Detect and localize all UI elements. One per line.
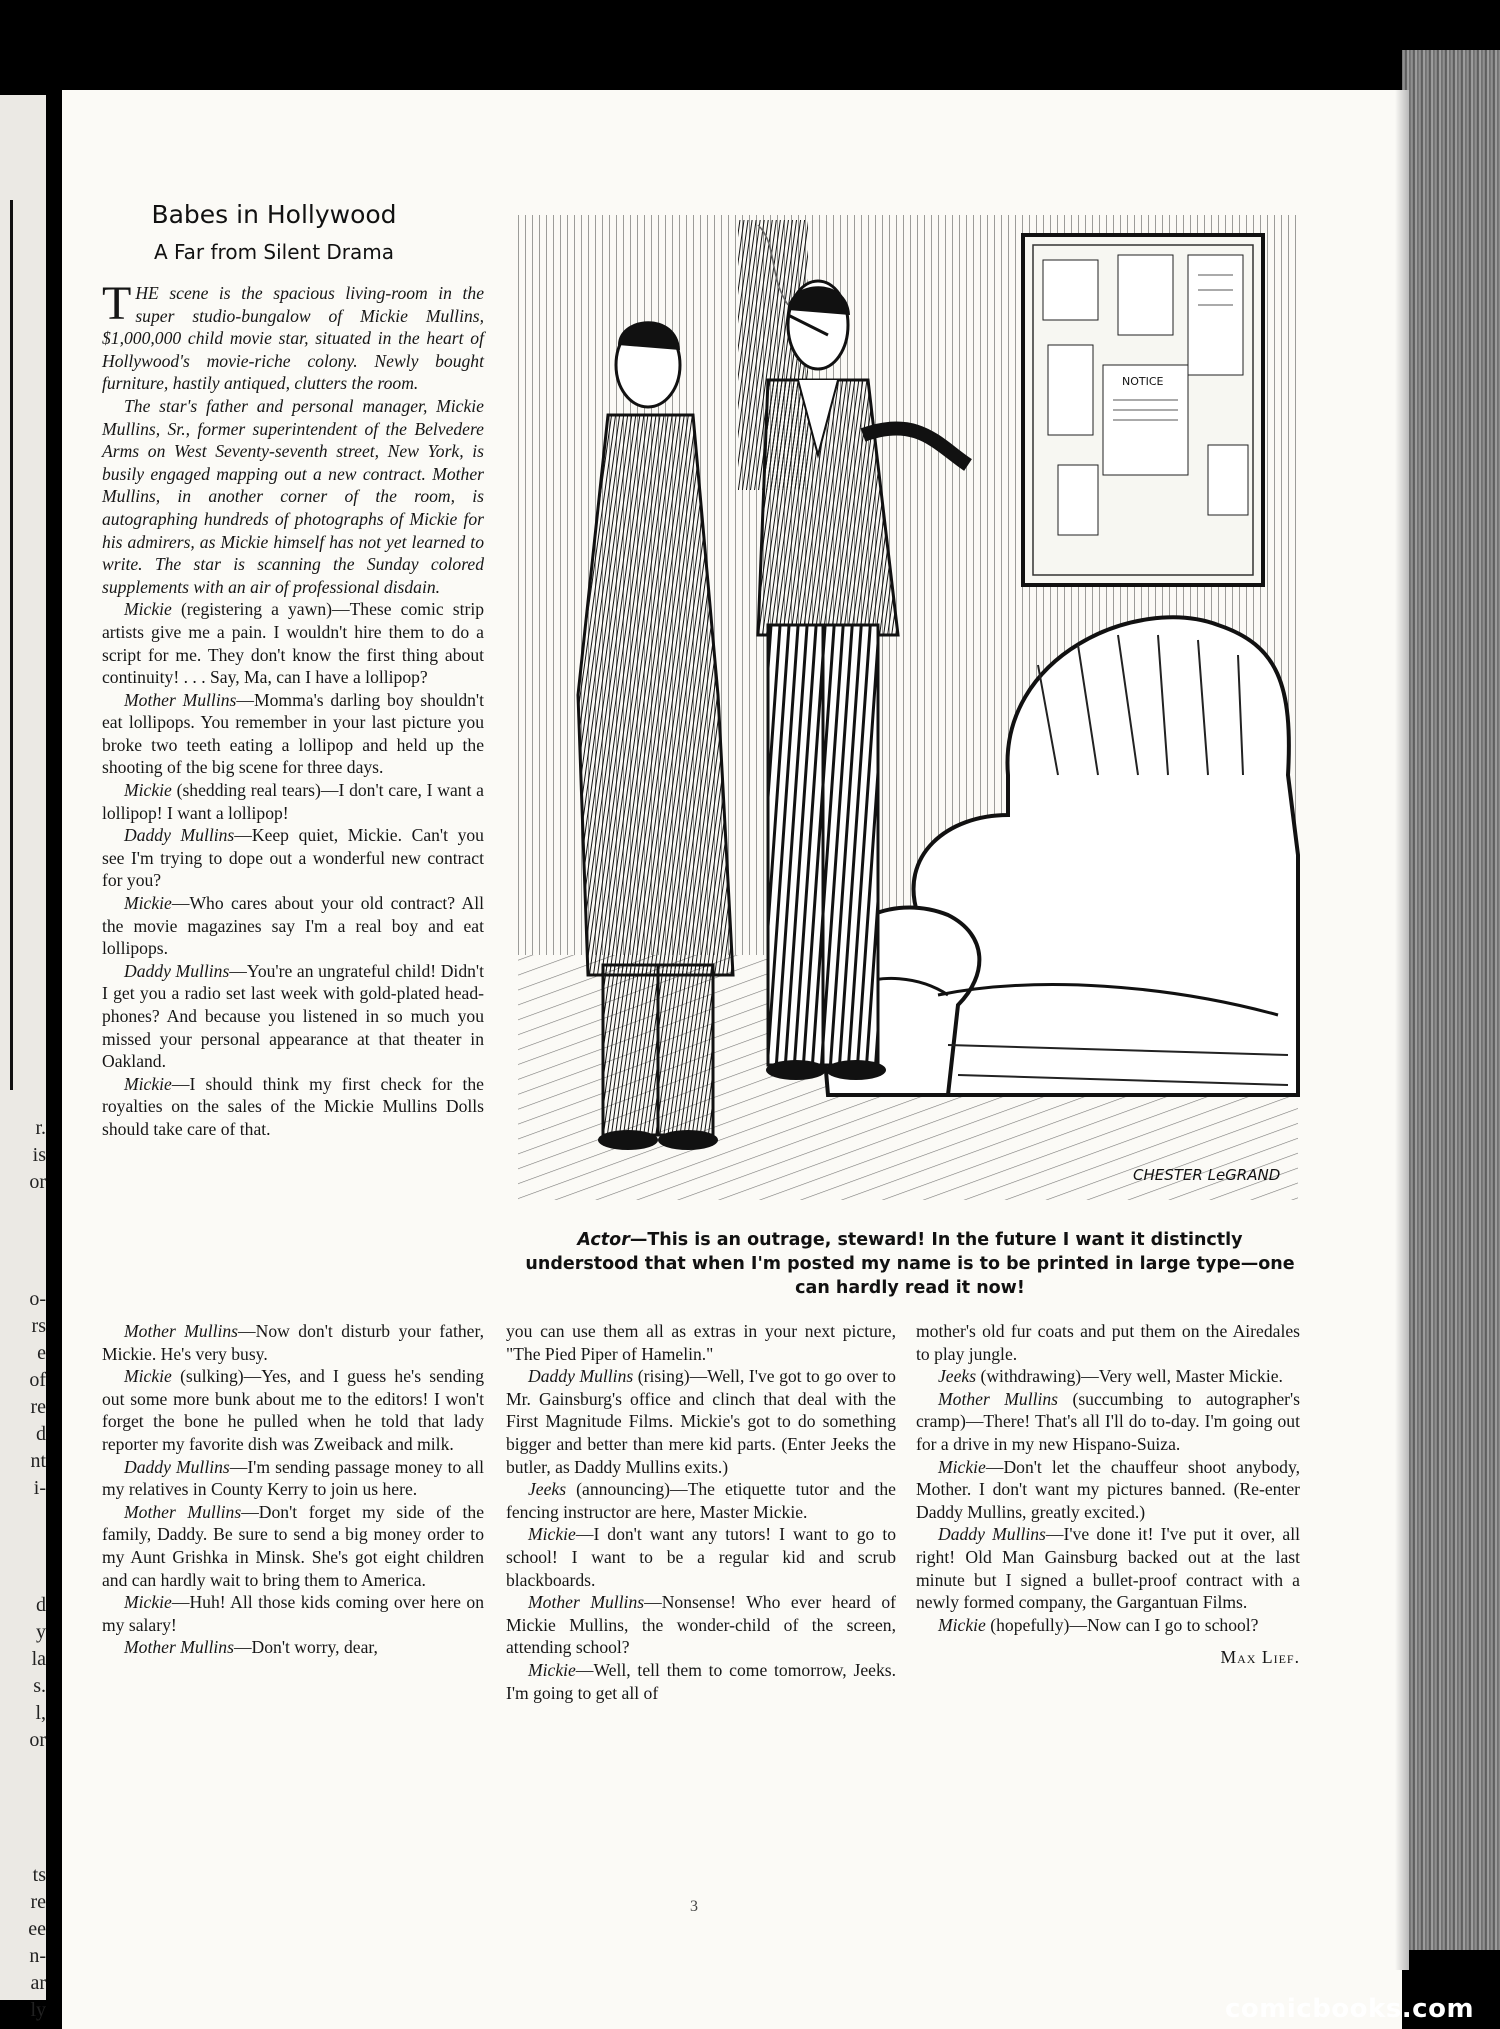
speaker-name: Mickie: [124, 1366, 172, 1387]
dialogue-line: [102, 960, 484, 1073]
previous-page-fragment: is: [32, 1144, 46, 1166]
speaker-name: Mother Mullins: [124, 689, 237, 710]
speaker-name: Mickie: [124, 599, 172, 620]
dialogue-text: —Keep quiet, Mickie. Can't you see I'm trying to dope out a wonderful new contract for you?: [102, 825, 484, 891]
dialogue-text: (shedding real tears)—I don't care, I want a lollipop! I want a lollipop!: [102, 780, 484, 823]
speaker-name: Mother Mullins: [124, 1637, 234, 1658]
previous-page-fragment: d: [36, 1594, 46, 1616]
artist-signature: CHESTER LeGRAND: [1133, 1166, 1281, 1184]
dialogue-line: [102, 598, 484, 688]
author-signature: Max Lief.: [1220, 1647, 1300, 1668]
dialogue-line: [506, 1478, 896, 1523]
dialogue-line: [102, 1073, 484, 1141]
page-number: 3: [690, 1898, 698, 1915]
dialogue-text: —I'm sending passage money to all my relatives in County Kerry to join us here.: [102, 1456, 484, 1500]
previous-page-fragment: y: [36, 1621, 46, 1643]
previous-page-fragment: la: [31, 1648, 46, 1670]
dialogue-text: —I should think my first check for the royalties on the sales of the Mickie Mullins Dolls should take care of that.: [102, 1073, 484, 1139]
previous-page-fragment: n-: [29, 1945, 46, 1967]
stacked-page-edges: [1402, 50, 1500, 1950]
dialogue-text: —Huh! All those kids coming over here on my salary!: [102, 1592, 484, 1635]
scan-border-top: [0, 0, 1500, 90]
speaker-name: Mickie: [124, 780, 172, 801]
speaker-name: Mickie: [528, 1659, 576, 1680]
dialogue-line: [506, 1365, 896, 1478]
dialogue-text: —Momma's darling boy shouldn't eat lollipops. You remember in your last picture you broke two teeth eating a lollipop and held up the shooting of the big scene for three days.: [102, 689, 484, 778]
dialogue-text: —Well, tell them to come tomorrow, Jeeks. I'm going to get all of: [506, 1659, 896, 1703]
speaker-name: Mother Mullins: [124, 1321, 239, 1341]
dialogue-line: [102, 892, 484, 960]
speaker-name: Mickie: [528, 1524, 576, 1545]
dialogue-line: [506, 1659, 896, 1704]
previous-page-sliver: [0, 95, 46, 2021]
dialogue-line: [102, 1591, 484, 1636]
dialogue-line: [916, 1365, 1300, 1388]
dialogue-block-a: [102, 598, 484, 1140]
column-2: [506, 1320, 896, 1704]
column-1-bottom: [102, 1320, 484, 1659]
previous-page-fragment: of: [29, 1369, 46, 1391]
dialogue-text: —I've done it! I've put it over, all right! Old Man Gainsburg backed out at the last minute but I signed a bullet-proof contract with a newly formed company, the Gargantuan Films.: [916, 1524, 1300, 1613]
column-2-lead: you can use them all as extras in your next picture, "The Pied Piper of Hamelin.": [506, 1321, 896, 1364]
previous-page-fragment: i-: [33, 1477, 46, 1499]
dialogue-text: (succumbing to autographer's cramp)—There! That's all I'll do to-day. I'm going out for a drive in my new Hispano-Suiza.: [916, 1388, 1300, 1454]
dialogue-line: [506, 1591, 896, 1659]
dialogue-text: —Don't worry, dear,: [233, 1637, 378, 1658]
dialogue-text: (announcing)—The etiquette tutor and the fencing instructor are here, Master Mickie.: [506, 1479, 896, 1522]
speaker-name: Daddy Mullins: [938, 1524, 1046, 1545]
dialogue-text: —Who cares about your old contract? All the movie magazines say I'm a real boy and eat lollipops.: [102, 893, 484, 959]
speaker-name: Daddy Mullins: [124, 960, 230, 981]
dialogue-text: (hopefully)—Now can I go to school?: [985, 1614, 1259, 1635]
dialogue-text: (sulking)—Yes, and I guess he's sending out some more bunk about me to the editors! I won't forget the bone he pulled when he told that lady reporter my favorite dish was Zweiback and milk.: [102, 1366, 484, 1454]
dialogue-line: [916, 1388, 1300, 1456]
speaker-name: Mother Mullins: [528, 1592, 645, 1613]
dialogue-block-c: [506, 1365, 896, 1704]
column-3: [916, 1320, 1300, 1669]
dialogue-line: [102, 1636, 484, 1659]
previous-page-fragment: d: [36, 1423, 46, 1445]
speaker-name: Jeeks: [528, 1479, 567, 1500]
intro-paragraph-2: The star's father and personal manager, Mickie Mullins, Sr., former superintendent of the Belvedere Arms on West Seventy-seventh street, New York, is busily engaged mapping out a new contract. Mother Mullins, in another corner of the room, is autographing hundreds of photographs of Mickie for his admirers, as Mickie himself has not yet learned to write. The star is scanning the Sunday colored supplements with an air of professional disdain.: [102, 395, 484, 597]
previous-page-fragment: s.: [33, 1675, 46, 1697]
previous-page-fragment: rs: [31, 1315, 46, 1337]
speaker-name: Mickie: [124, 1592, 172, 1613]
intro-paragraph-1: [102, 277, 484, 395]
previous-page-fragment: or: [29, 1729, 46, 1751]
drop-cap: T: [102, 277, 132, 330]
dialogue-text: —Don't forget my side of the family, Daddy. Be sure to send a big money order to my Aunt Grishka in Minsk. She's got eight children and can hardly wait to bring them to America.: [102, 1501, 485, 1590]
column-1-top: [102, 277, 484, 1141]
dialogue-line: [506, 1523, 896, 1591]
dialogue-text: —Nonsense! Who ever heard of Mickie Mullins, the wonder-child of the screen, attending school?: [506, 1592, 896, 1658]
dialogue-line: [102, 1501, 484, 1591]
previous-page-fragment: l,: [35, 1702, 46, 1724]
speaker-name: Mickie: [938, 1456, 986, 1477]
illustration-caption: [520, 1228, 1300, 1300]
previous-page-fragment: e: [37, 1342, 46, 1364]
speaker-name: Daddy Mullins: [528, 1366, 634, 1387]
previous-page-fragment: or: [29, 1171, 46, 1193]
dialogue-text: (rising)—Well, I've got to go over to Mr. Gainsburg's office and clinch that deal with the First Magnitude Films. Mickie's got to do something bigger and better than mere kid parts. (Enter Jeeks the butler, as Daddy Mullins exits.): [506, 1366, 896, 1477]
notice-label: NOTICE: [1122, 375, 1164, 388]
previous-page-fragment: ar: [30, 1972, 46, 1994]
dialogue-line: [102, 1320, 484, 1365]
caption-text: —This is an outrage, steward! In the future I want it distinctly understood that when I'm posted my name is to be printed in large type—one can hardly read it now!: [525, 1230, 1295, 1298]
previous-page-fragment: re: [30, 1891, 46, 1913]
speaker-name: Mickie: [938, 1614, 986, 1635]
speaker-name: Mother Mullins: [124, 1501, 242, 1522]
dialogue-line: [102, 824, 484, 892]
previous-page-fragment: o-: [29, 1288, 46, 1310]
previous-page-text-fragments: [6, 1115, 46, 2024]
cartoon-illustration: [518, 215, 1298, 1200]
dialogue-line: [102, 779, 484, 824]
dialogue-line: [916, 1614, 1300, 1637]
speaker-name: Mickie: [124, 1073, 172, 1094]
previous-page-box-edge: [0, 200, 13, 1090]
article-title: Babes in Hollywood: [151, 200, 397, 229]
article-subtitle: A Far from Silent Drama: [153, 240, 395, 264]
notice-board: [1023, 235, 1263, 585]
caption-speaker: Actor: [577, 1230, 630, 1250]
intro-text-1: HE scene is the spacious living-room in the super studio-bungalow of Mickie Mullins, $1,000,000 child movie star, situated in the heart of Hollywood's movie-riche colony. Newly bought furniture, hastily antiqued, clutters the room.: [102, 283, 484, 394]
dialogue-text: —Don't let the chauffeur shoot anybody, Mother. I don't want my pictures banned. (Re-enter Daddy Mullins, greatly excited.): [916, 1456, 1300, 1522]
previous-page-fragment: re: [30, 1396, 46, 1418]
dialogue-block-d: [916, 1365, 1300, 1636]
dialogue-text: —Now don't disturb your father, Mickie. He's very busy.: [102, 1321, 484, 1364]
speaker-name: Daddy Mullins: [124, 1456, 230, 1477]
previous-page-fragment: ee: [28, 1918, 46, 1940]
column-3-lead: mother's old fur coats and put them on the Airedales to play jungle.: [916, 1321, 1300, 1364]
speaker-name: Jeeks: [938, 1366, 977, 1387]
speaker-name: Mickie: [124, 893, 172, 914]
dialogue-text: —You're an ungrateful child! Didn't I get you a radio set last week with gold-plated head-phones? And because you listened in so much you missed your personal appearance at that theater in Oakland.: [102, 960, 484, 1072]
dialogue-text: —I don't want any tutors! I want to go to school! I want to be a regular kid and scrub blackboards.: [506, 1524, 896, 1590]
dialogue-line: [102, 1456, 484, 1501]
speaker-name: Mother Mullins: [938, 1388, 1059, 1409]
previous-page-fragment: ts: [32, 1864, 46, 1886]
dialogue-block-b: [102, 1320, 484, 1659]
dialogue-line: [916, 1523, 1300, 1613]
previous-page-fragment: ly: [30, 1999, 46, 2021]
dialogue-line: [916, 1456, 1300, 1524]
previous-page-fragment: r.: [35, 1117, 46, 1139]
previous-page-fragment: nt: [30, 1450, 46, 1472]
dialogue-text: (withdrawing)—Very well, Master Mickie.: [976, 1366, 1283, 1387]
watermark: comicbooks.com: [1225, 1994, 1475, 2024]
dialogue-line: [102, 1365, 484, 1455]
page-gutter-shadow: [1395, 90, 1409, 1970]
dialogue-line: [102, 689, 484, 779]
speaker-name: Daddy Mullins: [124, 825, 235, 846]
dialogue-text: (registering a yawn)—These comic strip artists give me a pain. I wouldn't hire them to do a script for me. They don't know the first thing about continuity! . . . Say, Ma, can I have a lollipop?: [102, 599, 484, 688]
